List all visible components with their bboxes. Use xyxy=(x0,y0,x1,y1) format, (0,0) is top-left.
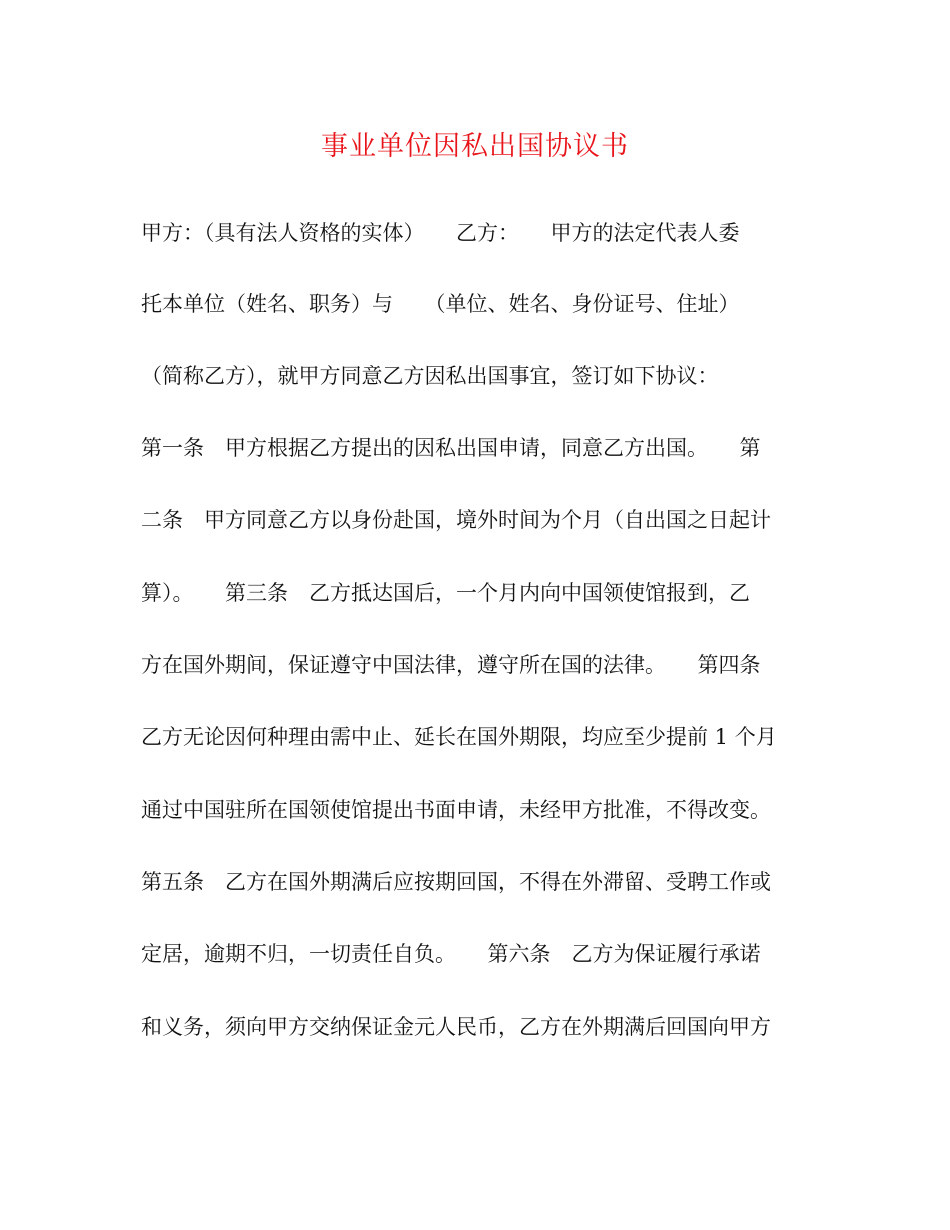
body-line: 二条 甲方同意乙方以身份赴国，境外时间为个月（自出国之日起计 xyxy=(141,508,771,532)
body-line: 算）。 第三条 乙方抵达国后，一个月内向中国领使馆报到，乙 xyxy=(141,581,750,605)
body-line: 方在国外期间，保证遵守中国法律，遵守所在国的法律。 第四条 xyxy=(141,653,761,677)
body-line: 第一条 甲方根据乙方提出的因私出国申请，同意乙方出国。 第 xyxy=(141,436,761,460)
body-line: 第五条 乙方在国外期满后应按期回国，不得在外滞留、受聘工作或 xyxy=(141,870,771,894)
document-title: 事业单位因私出国协议书 xyxy=(321,131,629,162)
body-line: 托本单位（姓名、职务）与 （单位、姓名、身份证号、住址） xyxy=(141,292,740,316)
body-line: 乙方无论因何种理由需中止、延长在国外期限，均应至少提前 1 个月 xyxy=(141,725,777,749)
body-line: 和义务，须向甲方交纳保证金元人民币，乙方在外期满后回国向甲方 xyxy=(141,1015,771,1039)
body-line: 定居，逾期不归，一切责任自负。 第六条 乙方为保证履行承诺 xyxy=(141,942,761,966)
body-line: 甲方：（具有法人资格的实体） 乙方： 甲方的法定代表人委 xyxy=(141,221,740,245)
body-line: （简称乙方），就甲方同意乙方因私出国事宜，签订如下协议： xyxy=(141,364,719,388)
body-line: 通过中国驻所在国领使馆提出书面申请，未经甲方批准，不得改变。 xyxy=(141,798,771,822)
